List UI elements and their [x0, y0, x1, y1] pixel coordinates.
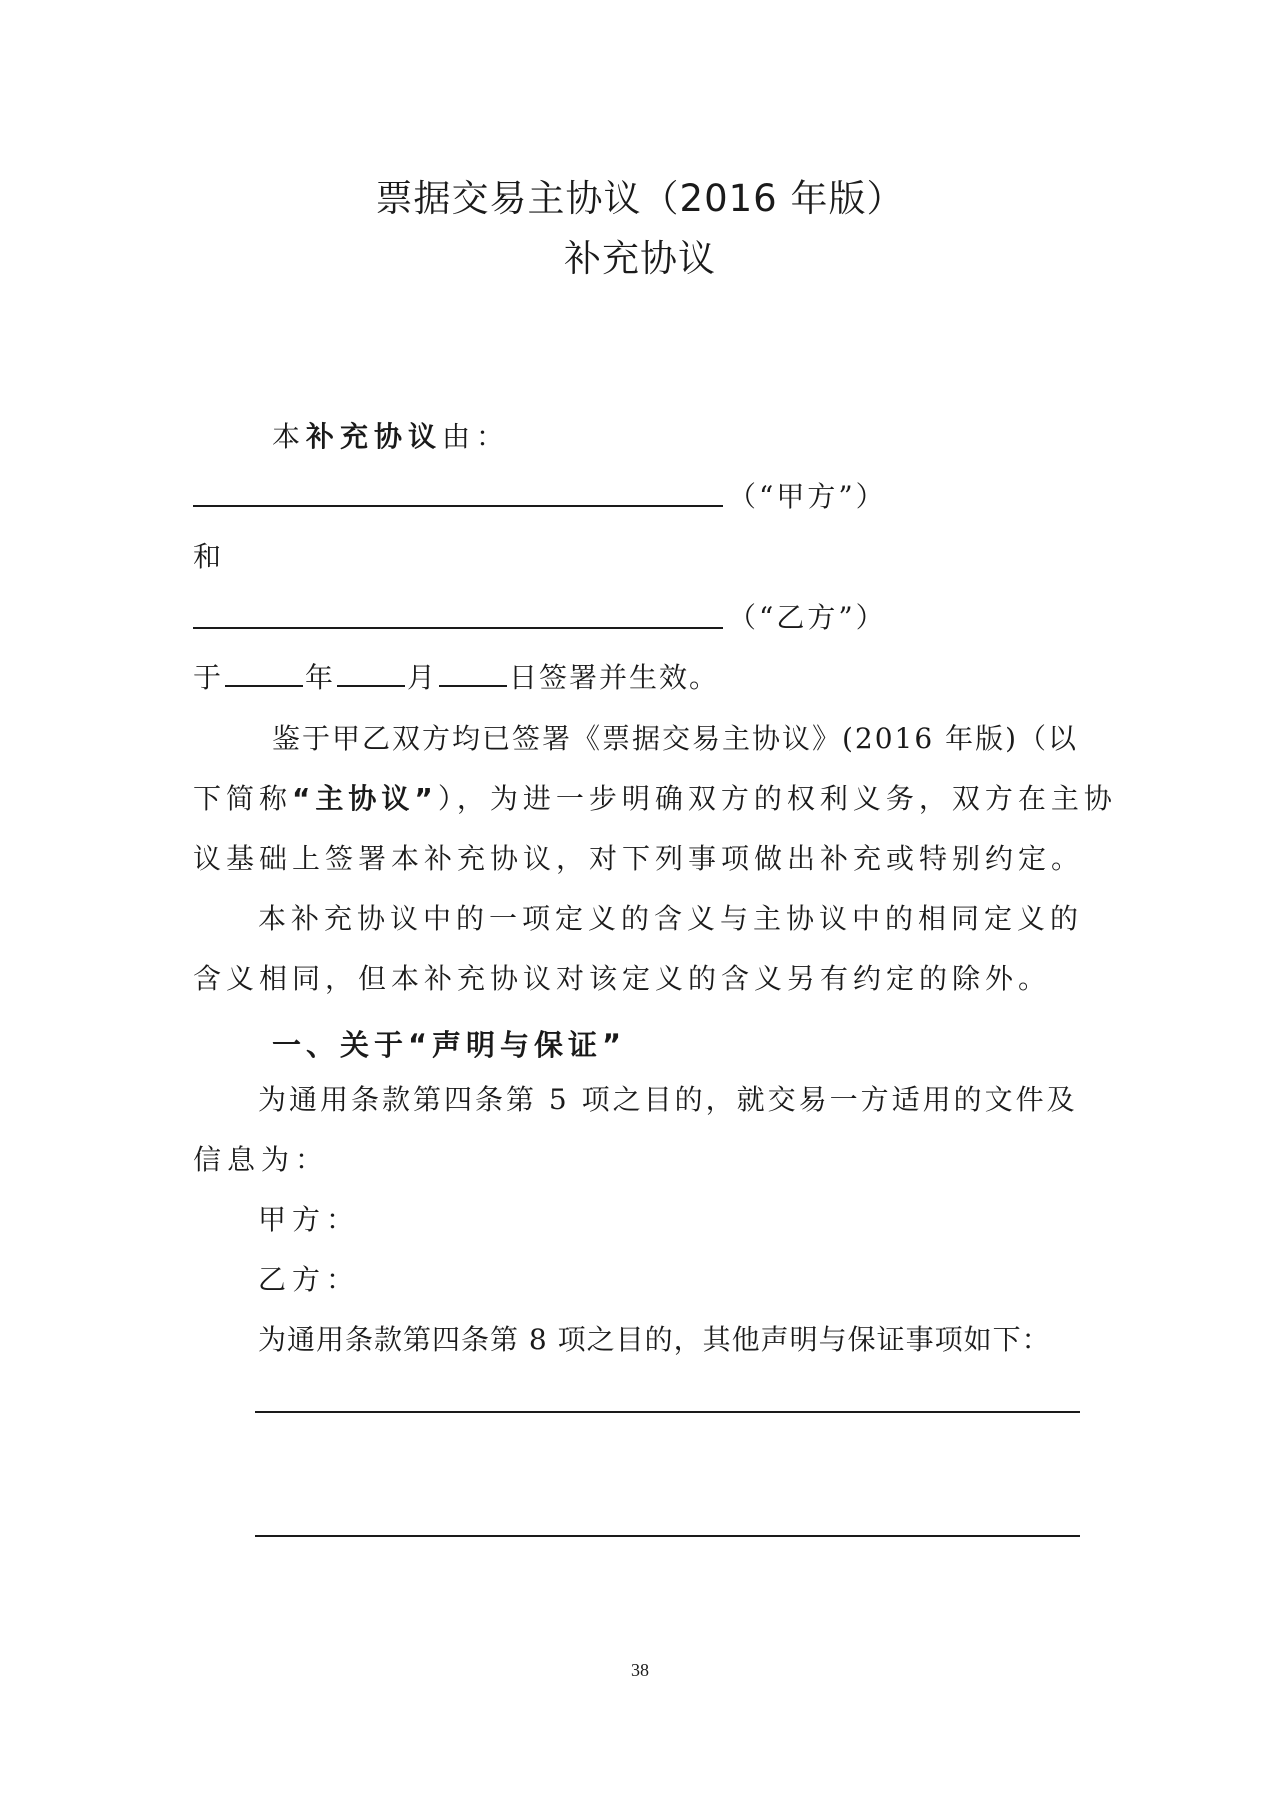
- recital-line-1: 鉴于甲乙双方均已签署《票据交易主协议》(2016 年版)（以: [272, 722, 1079, 755]
- party-b-name-field[interactable]: [193, 627, 723, 629]
- recital-line2-prefix: 下简称: [193, 782, 293, 815]
- day-field[interactable]: [439, 657, 507, 687]
- month-label: 月: [407, 661, 438, 694]
- day-suffix: 日签署并生效。: [509, 661, 720, 694]
- made-by-bold: 补充协议: [306, 420, 443, 453]
- year-field[interactable]: [225, 657, 303, 687]
- clause-5-line-2: 信息为：: [193, 1143, 330, 1176]
- clause-8-line: 为通用条款第四条第 8 项之目的，其他声明与保证事项如下：: [258, 1323, 1051, 1356]
- date-prefix: 于: [193, 661, 224, 694]
- document-title: 票据交易主协议（2016 年版）: [375, 177, 905, 220]
- party-a-info: 甲方：: [258, 1203, 361, 1236]
- page-number: 38: [631, 1660, 649, 1680]
- year-label: 年: [305, 661, 336, 694]
- section-1-heading: 一、关于“声明与保证”: [272, 1028, 627, 1062]
- made-by-line: [272, 407, 510, 467]
- made-by-prefix: 本: [272, 420, 307, 453]
- declaration-blank-line-1[interactable]: [255, 1411, 1080, 1413]
- party-a-name-field[interactable]: [193, 505, 723, 507]
- and-text: 和: [193, 540, 228, 573]
- party-a-label: （“甲方”）: [728, 480, 887, 513]
- clause-5-line-1: 为通用条款第四条第 5 项之目的，就交易一方适用的文件及: [258, 1083, 1078, 1116]
- definitions-line-1: 本补充协议中的一项定义的含义与主协议中的相同定义的: [258, 902, 1084, 935]
- recital-line-3: 议基础上签署本补充协议，对下列事项做出补充或特别约定。: [193, 842, 1085, 875]
- recital-line2-suffix: ），为进一步明确双方的权利义务，双方在主协: [437, 782, 1117, 815]
- month-field[interactable]: [337, 657, 405, 687]
- party-b-info: 乙方：: [258, 1263, 361, 1296]
- made-by-suffix: 由：: [442, 420, 511, 453]
- definitions-line-2: 含义相同，但本补充协议对该定义的含义另有约定的除外。: [193, 962, 1052, 995]
- recital-line-2: [193, 769, 1117, 829]
- recital-line2-bold: “主协议”: [292, 782, 438, 815]
- party-b-label: （“乙方”）: [728, 601, 887, 634]
- document-subtitle: 补充协议: [564, 237, 716, 280]
- date-line: [193, 648, 719, 708]
- declaration-blank-line-2[interactable]: [255, 1535, 1080, 1537]
